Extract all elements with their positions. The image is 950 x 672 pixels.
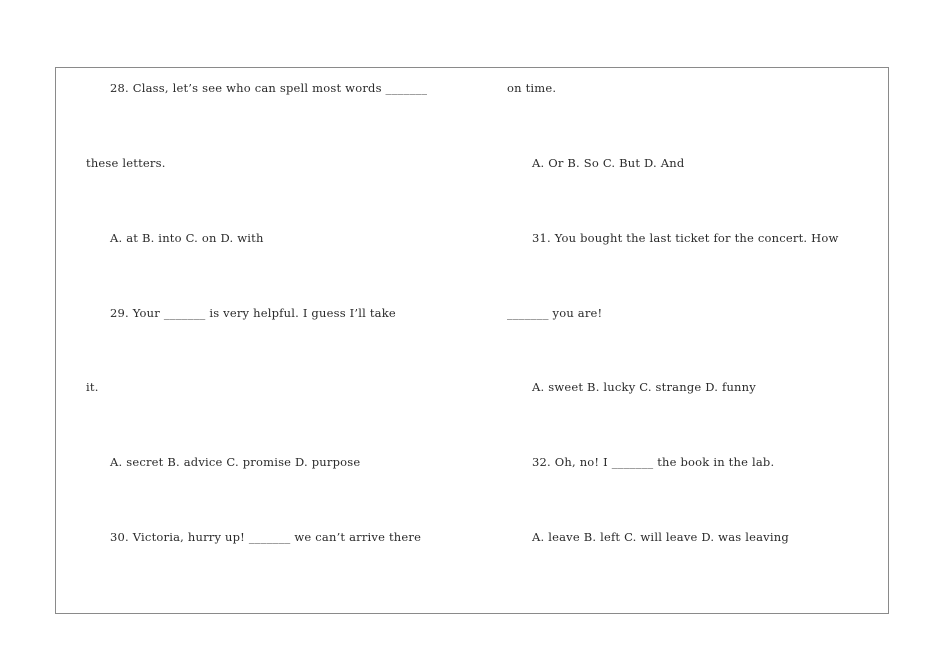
question-30-options: A. Or B. So C. But D. And bbox=[532, 156, 685, 170]
question-30-continuation: on time. bbox=[507, 81, 557, 95]
question-28-continuation: these letters. bbox=[86, 156, 166, 170]
question-29-stem: 29. Your _______ is very helpful. I guess I’ll take bbox=[110, 306, 396, 320]
question-32-stem: 32. Oh, no! I _______ the book in the lab. bbox=[532, 455, 775, 469]
question-29-options: A. secret B. advice C. promise D. purpose bbox=[110, 455, 361, 469]
question-29-continuation: it. bbox=[86, 380, 99, 394]
question-31-options: A. sweet B. lucky C. strange D. funny bbox=[532, 380, 756, 394]
left-column bbox=[56, 68, 476, 613]
question-30-stem: 30. Victoria, hurry up! _______ we can’t arrive there bbox=[110, 530, 422, 544]
document-page bbox=[55, 67, 889, 614]
question-28-options: A. at B. into C. on D. with bbox=[110, 231, 264, 245]
question-28-stem: 28. Class, let’s see who can spell most words _______ bbox=[110, 81, 428, 95]
question-31-stem: 31. You bought the last ticket for the concert. How bbox=[532, 231, 839, 245]
right-column bbox=[476, 68, 890, 613]
question-31-continuation: _______ you are! bbox=[507, 306, 603, 320]
question-32-options: A. leave B. left C. will leave D. was leaving bbox=[532, 530, 789, 544]
